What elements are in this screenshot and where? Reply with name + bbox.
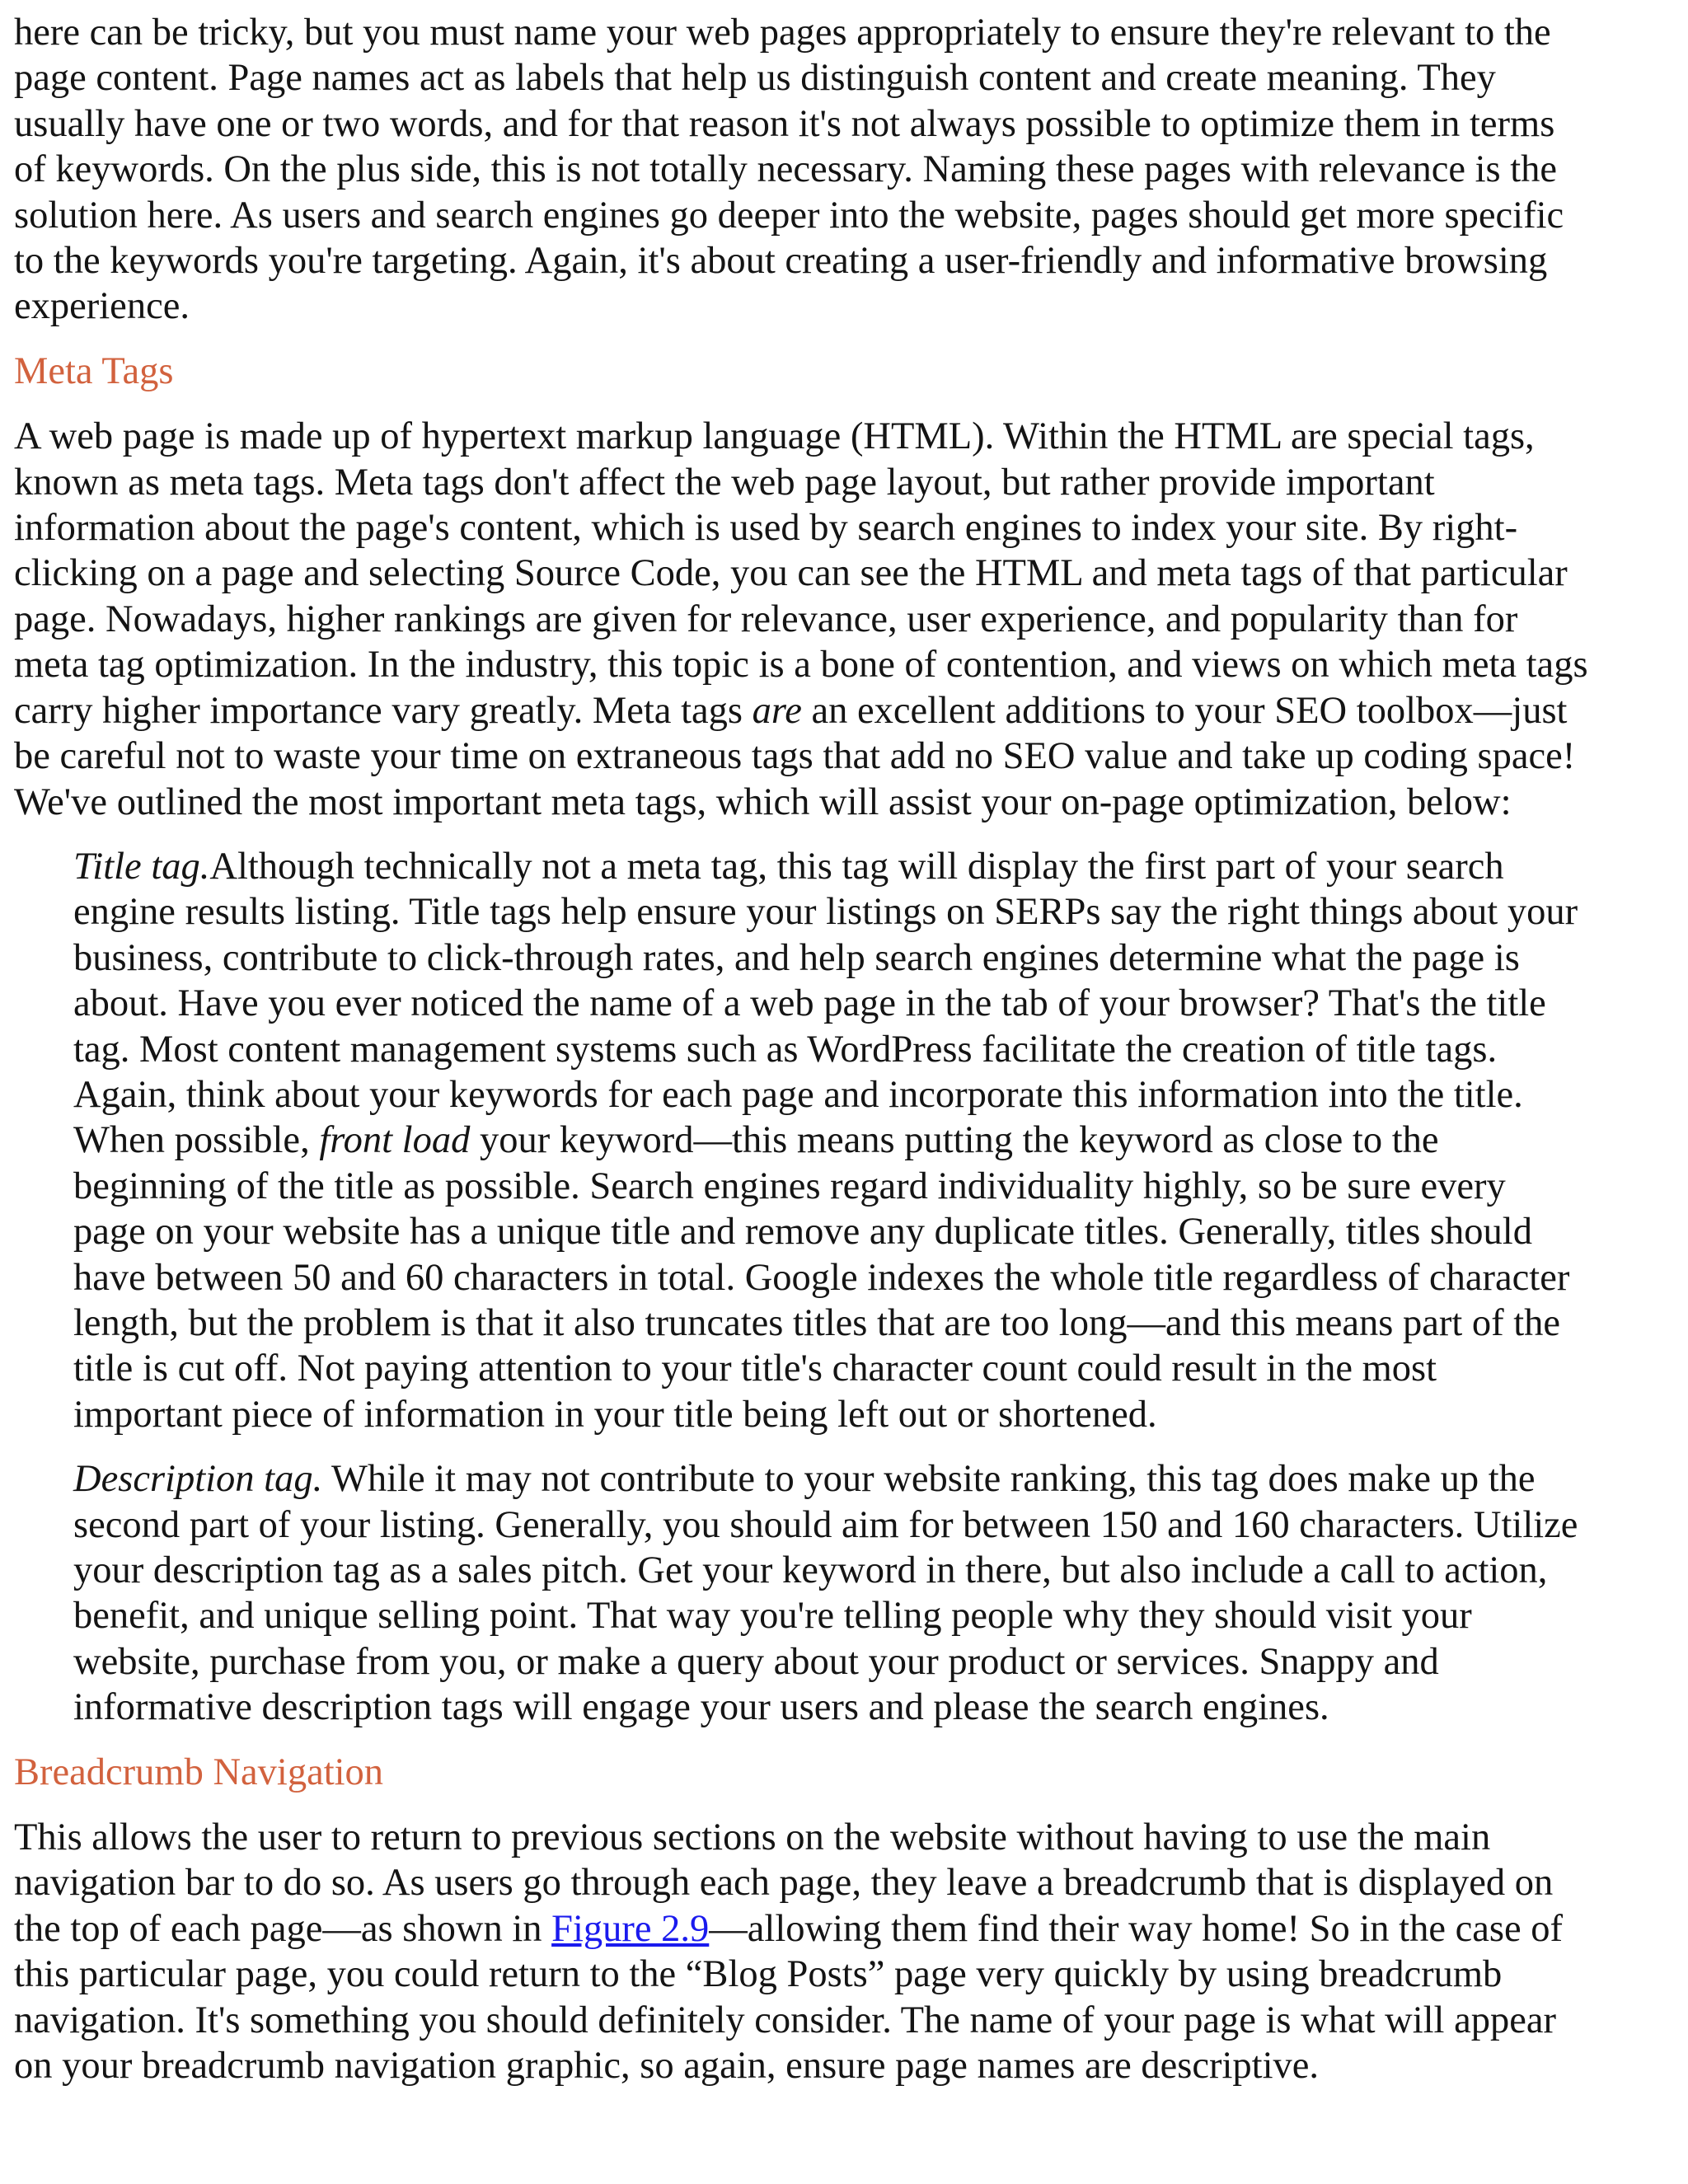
text-run: carry higher importance vary greatly. Meta tags (14, 689, 753, 732)
text-line: page content. Page names act as labels that help us distinguish content and create meaning. They (14, 57, 1496, 100)
text-line: usually have one or two words, and for that reason it's not always possible to optimize them in terms (14, 102, 1555, 145)
text-line: this particular page, you could return to the “Blog Posts” page very quickly by using breadcrumb (14, 1953, 1503, 1996)
figure-2-9-link[interactable]: Figure 2.9 (551, 1907, 710, 1950)
text-line: informative description tags will engage your users and please the search engines. (73, 1686, 1329, 1729)
text-line: engine results listing. Title tags help ensure your listings on SERPs say the right things about your (73, 891, 1578, 934)
text-run: an excellent additions to your SEO toolbox—just (801, 689, 1568, 732)
text-line: title is cut off. Not paying attention to your title's character count could result in the most (73, 1347, 1437, 1390)
text-line: here can be tricky, but you must name your web pages appropriately to ensure they're relevant to the (14, 12, 1551, 54)
text-line: clicking on a page and selecting Source Code, you can see the HTML and meta tags of that particular (14, 552, 1568, 595)
text-line: on your breadcrumb navigation graphic, so again, ensure page names are descriptive. (14, 2045, 1319, 2088)
text-line: Again, think about your keywords for each page and incorporate this information into the title. (73, 1073, 1523, 1116)
text-line: We've outlined the most important meta tags, which will assist your on-page optimization, below: (14, 780, 1512, 823)
text-line: This allows the user to return to previous sections on the website without having to use the main (14, 1816, 1491, 1859)
text-line (14, 688, 1671, 733)
text-line: length, but the problem is that it also truncates titles that are too long—and this means part of the (73, 1301, 1561, 1344)
text-run: When possible, (73, 1119, 320, 1162)
text-line: important piece of information in your title being left out or shortened. (73, 1393, 1157, 1436)
emphasis-are: are (752, 689, 802, 732)
text-line: be careful not to waste your time on extraneous tags that add no SEO value and take up coding space! (14, 735, 1576, 778)
text-line (73, 844, 1671, 889)
text-line: solution here. As users and search engines go deeper into the website, pages should get more specific (14, 194, 1564, 237)
text-line (73, 1118, 1671, 1163)
text-line: beginning of the title as possible. Search engines regard individuality highly, so be sure every (73, 1165, 1506, 1207)
meta-tags-heading: Meta Tags (14, 349, 174, 392)
text-run: Although technically not a meta tag, this tag will display the first part of your search (209, 845, 1504, 888)
text-line: your description tag as a sales pitch. Get your keyword in there, but also include a call to action, (73, 1549, 1548, 1591)
text-line: have between 50 and 60 characters in total. Google indexes the whole title regardless of character (73, 1256, 1570, 1299)
description-tag-item (73, 1456, 1671, 1730)
text-line (14, 1906, 1671, 1952)
document-page (14, 10, 1671, 2088)
text-run: —allowing them find their way home! So in the case of (709, 1907, 1563, 1950)
text-line: navigation bar to do so. As users go through each page, they leave a breadcrumb that is displayed on (14, 1862, 1554, 1905)
text-line: business, contribute to click-through rates, and help search engines determine what the page is (73, 936, 1520, 979)
text-line (73, 1456, 1671, 1502)
text-line: page on your website has a unique title and remove any duplicate titles. Generally, titles should (73, 1211, 1532, 1254)
intro-paragraph (14, 10, 1671, 330)
text-line: second part of your listing. Generally, you should aim for between 150 and 160 characters. Utilize (73, 1503, 1578, 1546)
description-tag-label: Description tag. (73, 1458, 323, 1501)
text-line: page. Nowadays, higher rankings are given for relevance, user experience, and popularity than for (14, 598, 1518, 640)
text-line: tag. Most content management systems such as WordPress facilitate the creation of title tags. (73, 1028, 1498, 1071)
text-line: experience. (14, 285, 190, 328)
breadcrumb-paragraph (14, 1815, 1671, 2088)
text-line: meta tag optimization. In the industry, this topic is a bone of contention, and views on which meta tags (14, 644, 1588, 687)
breadcrumb-navigation-heading: Breadcrumb Navigation (14, 1750, 384, 1793)
text-line: of keywords. On the plus side, this is not totally necessary. Naming these pages with relevance is the (14, 148, 1558, 191)
title-tag-item (73, 844, 1671, 1437)
text-line: information about the page's content, which is used by search engines to index your site. By right- (14, 507, 1518, 550)
text-line: to the keywords you're targeting. Again, it's about creating a user-friendly and informative browsing (14, 240, 1548, 283)
text-line: about. Have you ever noticed the name of a web page in the tab of your browser? That's the title (73, 982, 1546, 1025)
text-line: website, purchase from you, or make a query about your product or services. Snappy and (73, 1640, 1439, 1683)
title-tag-label: Title tag. (73, 845, 210, 888)
text-run: While it may not contribute to your website ranking, this tag does make up the (322, 1458, 1536, 1501)
emphasis-front-load: front load (319, 1119, 471, 1162)
text-run: the top of each page—as shown in (14, 1907, 552, 1950)
meta-tags-paragraph (14, 414, 1671, 825)
text-line: A web page is made up of hypertext markup language (HTML). Within the HTML are special tags, (14, 415, 1535, 458)
text-run: your keyword—this means putting the keyword as close to the (470, 1119, 1439, 1162)
text-line: benefit, and unique selling point. That way you're telling people why they should visit your (73, 1595, 1472, 1638)
text-line: known as meta tags. Meta tags don't affect the web page layout, but rather provide important (14, 461, 1435, 504)
text-line: navigation. It's something you should definitely consider. The name of your page is what will appear (14, 1999, 1556, 2041)
